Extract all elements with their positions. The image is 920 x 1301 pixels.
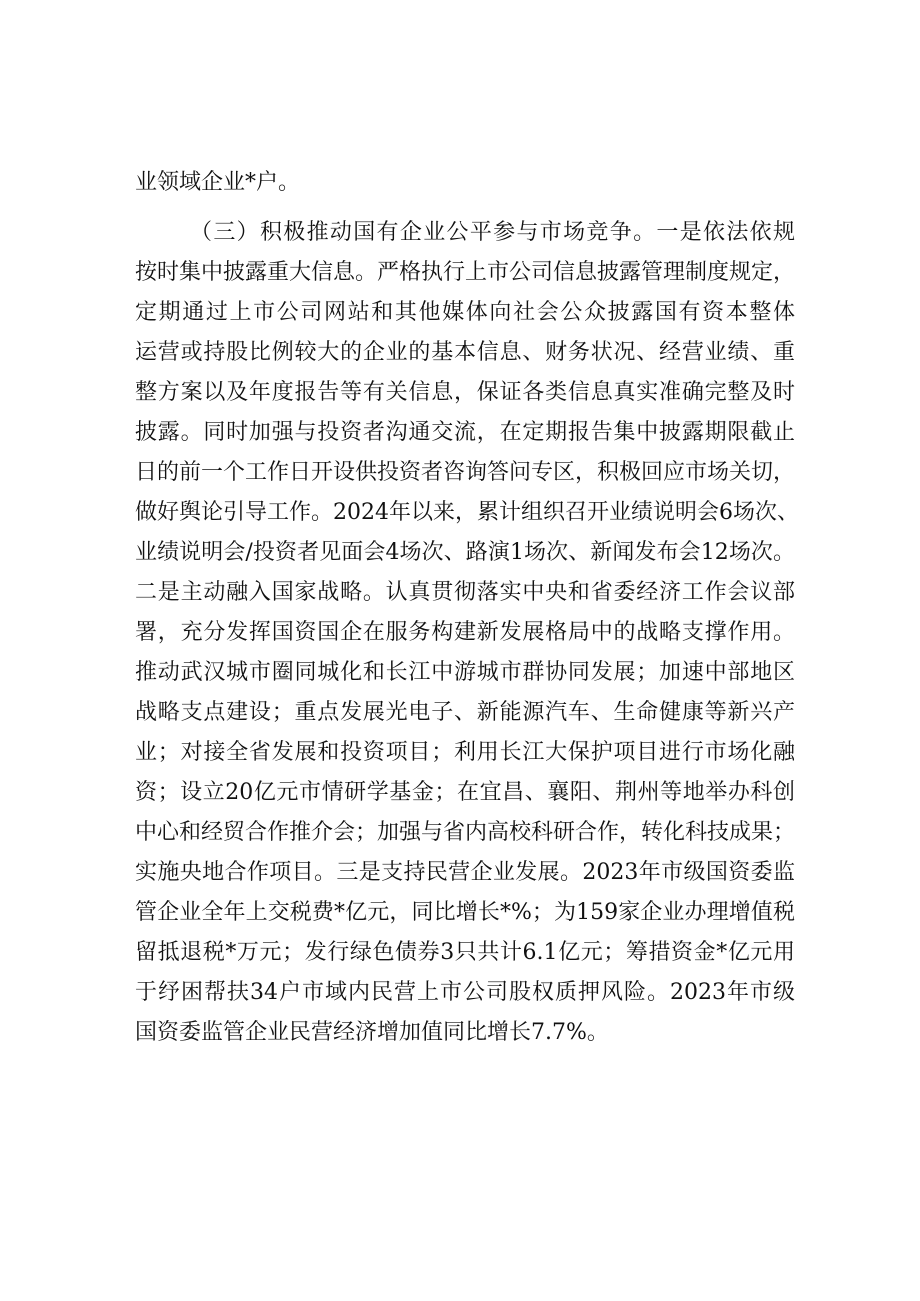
paragraph-line: 业领域企业*户。	[135, 170, 301, 195]
paragraph-line: 实施央地合作项目。三是支持民营企业发展。2023年市级国资委监	[135, 860, 795, 885]
paragraph-line: 于纾困帮扶34户市域内民营上市公司股权质押风险。2023年市级	[135, 980, 795, 1005]
paragraph-line: 做好舆论引导工作。2024年以来，累计组织召开业绩说明会6场次、	[135, 500, 799, 525]
paragraph-line: 资；设立20亿元市情研学基金；在宜昌、襄阳、荆州等地举办科创	[135, 780, 795, 805]
paragraph-line: 管企业全年上交税费*亿元，同比增长*%；为159家企业办理增值税	[135, 900, 795, 925]
body-paragraph	[135, 213, 799, 1053]
paragraph-line: 整方案以及年度报告等有关信息，保证各类信息真实准确完整及时	[135, 380, 795, 405]
paragraph-line: 运营或持股比例较大的企业的基本信息、财务状况、经营业绩、重	[135, 340, 795, 365]
paragraph-line: 署，充分发挥国资国企在服务构建新发展格局中的战略支撑作用。	[135, 620, 795, 645]
paragraph-line: 留抵退税*万元；发行绿色债券3只共计6.1亿元；筹措资金*亿元用	[135, 940, 795, 965]
paragraph-line: 按时集中披露重大信息。严格执行上市公司信息披露管理制度规定，	[135, 260, 796, 285]
paragraph-line: 日的前一个工作日开设供投资者咨询答问专区，积极回应市场关切，	[135, 460, 796, 485]
paragraph-line: 披露。同时加强与投资者沟通交流，在定期报告集中披露期限截止	[135, 420, 795, 445]
continuation-paragraph	[135, 163, 795, 203]
paragraph-line: 定期通过上市公司网站和其他媒体向社会公众披露国有资本整体	[135, 300, 795, 325]
paragraph-line: 国资委监管企业民营经济增加值同比增长7.7%。	[135, 1020, 609, 1045]
paragraph-line: 业绩说明会/投资者见面会4场次、路演1场次、新闻发布会12场次。	[135, 540, 795, 565]
paragraph-line: 业；对接全省发展和投资项目；利用长江大保护项目进行市场化融	[135, 740, 795, 765]
paragraph-line: 推动武汉城市圈同城化和长江中游城市群协同发展；加速中部地区	[135, 660, 795, 685]
paragraph-line: 二是主动融入国家战略。认真贯彻落实中央和省委经济工作会议部	[135, 580, 795, 605]
paragraph-line: （三）积极推动国有企业公平参与市场竞争。一是依法依规	[190, 220, 795, 245]
paragraph-line: 战略支点建设；重点发展光电子、新能源汽车、生命健康等新兴产	[135, 700, 795, 725]
paragraph-line: 中心和经贸合作推介会；加强与省内高校科研合作，转化科技成果；	[135, 820, 796, 845]
